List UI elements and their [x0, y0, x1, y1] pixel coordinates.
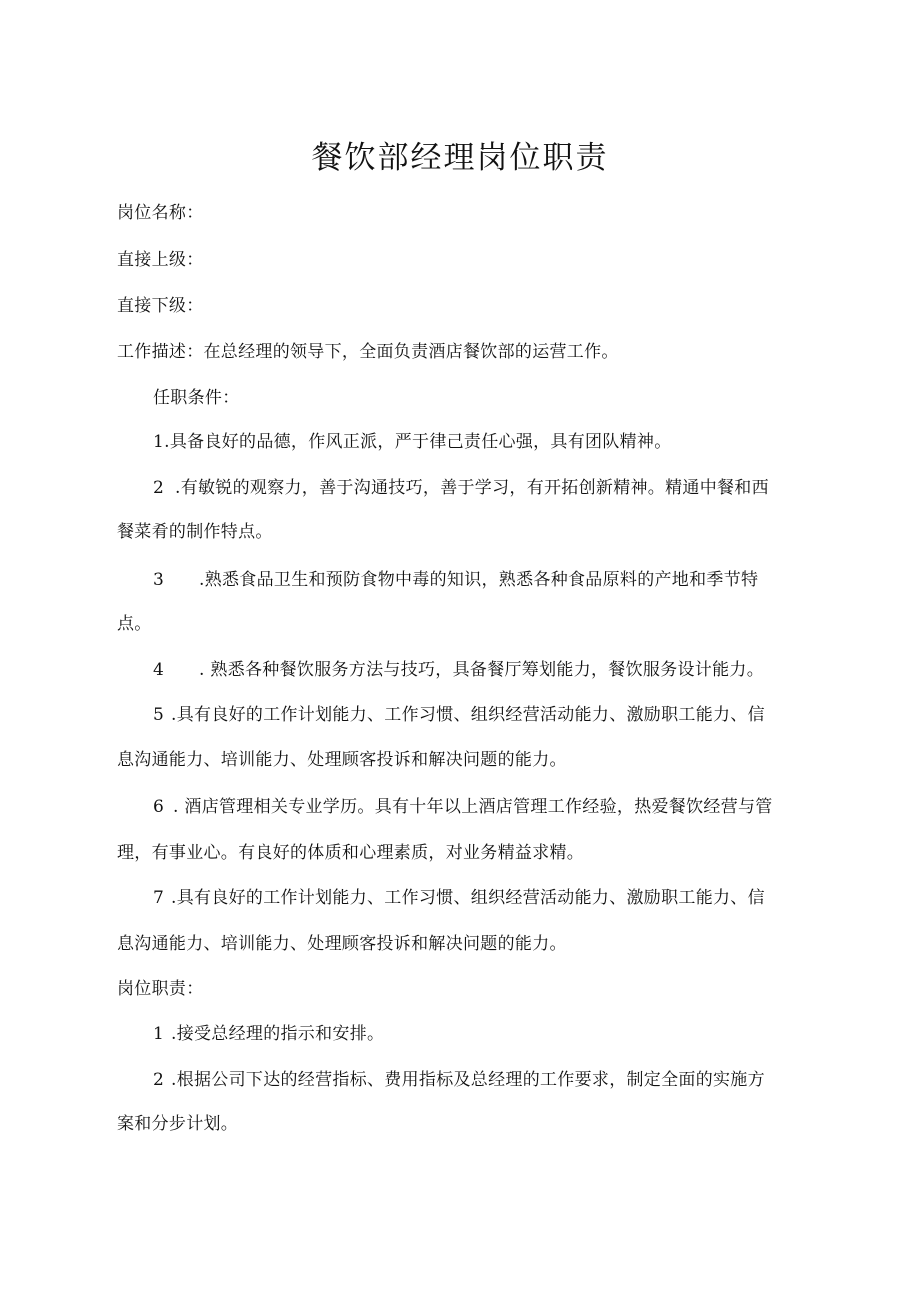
- item-text: .具有良好的工作计划能力、工作习惯、组织经营活动能力、激励职工能力、信: [171, 705, 765, 725]
- qualifications-heading: 任职条件：: [153, 388, 240, 408]
- item-number: 2: [153, 478, 165, 498]
- qualification-item-5: [153, 703, 765, 727]
- item-text: . 熟悉各种餐饮服务方法与技巧，具备餐厅筹划能力，餐饮服务设计能力。: [199, 660, 765, 680]
- field-direct-superior: 直接上级：: [117, 250, 204, 270]
- qualification-item-2: [153, 476, 769, 500]
- qualification-item-2-continued: 餐菜肴的制作特点。: [117, 522, 273, 542]
- item-text: .根据公司下达的经营指标、费用指标及总经理的工作要求，制定全面的实施方: [171, 1070, 765, 1090]
- item-text: .具有良好的工作计划能力、工作习惯、组织经营活动能力、激励职工能力、信: [171, 888, 765, 908]
- item-number: 6: [153, 797, 165, 817]
- field-direct-subordinate: 直接下级：: [117, 296, 204, 316]
- item-number: 7: [153, 888, 165, 908]
- item-text: .接受总经理的指示和安排。: [171, 1024, 385, 1044]
- qualification-item-4: [153, 658, 764, 682]
- item-text: .熟悉食品卫生和预防食物中毒的知识，熟悉各种食品原料的产地和季节特: [199, 570, 759, 590]
- qualification-item-3: [153, 568, 758, 592]
- responsibility-item-2-continued: 案和分步计划。: [117, 1114, 239, 1134]
- qualification-item-1: [153, 430, 672, 454]
- item-number: 1.: [153, 432, 170, 452]
- item-text: .有敏锐的观察力，善于沟通技巧，善于学习，有开拓创新精神。精通中餐和西: [175, 478, 769, 498]
- field-position-name: 岗位名称：: [117, 203, 204, 223]
- qualification-item-3-continued: 点。: [117, 614, 152, 634]
- responsibilities-heading: 岗位职责：: [117, 979, 204, 999]
- responsibility-item-1: [153, 1022, 384, 1046]
- item-number: 4: [153, 660, 165, 680]
- qualification-item-7: [153, 886, 765, 910]
- page-title: 餐饮部经理岗位职责: [311, 140, 609, 176]
- qualification-item-5-continued: 息沟通能力、培训能力、处理顾客投诉和解决问题的能力。: [117, 750, 567, 770]
- qualification-item-7-continued: 息沟通能力、培训能力、处理顾客投诉和解决问题的能力。: [117, 934, 567, 954]
- item-number: 5: [153, 705, 165, 725]
- item-text: 具备良好的品德，作风正派，严于律己责任心强，具有团队精神。: [169, 432, 672, 452]
- item-number: 1: [153, 1024, 165, 1044]
- qualification-item-6-continued: 理，有事业心。有良好的体质和心理素质，对业务精益求精。: [117, 843, 585, 863]
- qualification-item-6: [153, 795, 773, 819]
- job-description: 工作描述：在总经理的领导下，全面负责酒店餐饮部的运营工作。: [117, 342, 619, 362]
- item-number: 3: [153, 570, 165, 590]
- item-number: 2: [153, 1070, 165, 1090]
- responsibility-item-2: [153, 1068, 765, 1092]
- item-text: . 酒店管理相关专业学历。具有十年以上酒店管理工作经验，热爱餐饮经营与管: [173, 797, 773, 817]
